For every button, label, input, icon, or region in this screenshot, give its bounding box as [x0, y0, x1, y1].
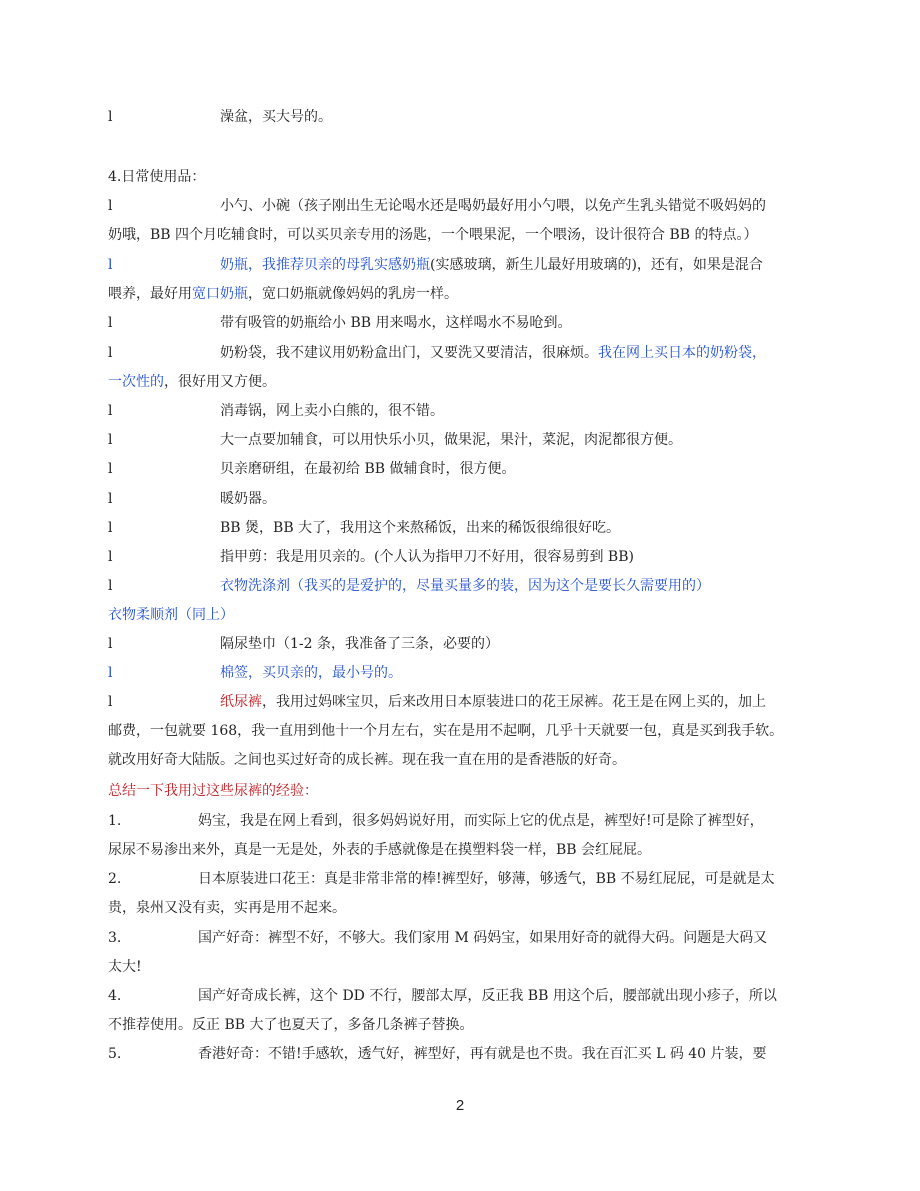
list-item: l 纸尿裤，我用过妈咪宝贝，后来改用日本原装进口的花王尿裤。花王是在网上买的，加上: [108, 694, 766, 710]
numbered-item-continuation: 太大!: [108, 959, 142, 975]
list-item: l 奶瓶，我推荐贝亲的母乳实感奶瓶(实感玻璃，新生儿最好用玻璃的)，还有，如果是混合: [108, 257, 763, 273]
list-item: l 指甲剪：我是用贝亲的。(个人认为指甲刀不好用，很容易剪到 BB): [108, 549, 634, 565]
list-item: l 暖奶器。: [108, 491, 276, 507]
list-item-continuation: 奶哦，BB 四个月吃辅食时，可以买贝亲专用的汤匙，一个喂果泥，一个喂汤，设计很符合 BB 的特点。）: [108, 227, 758, 243]
numbered-item-continuation: 贵，泉州又没有卖，实再是用不起来。: [108, 900, 346, 916]
numbered-item: 5. 香港好奇：不错!手感软，透气好，裤型好，再有就是也不贵。我在百汇买 L 码 40 片装，要: [108, 1046, 767, 1062]
section-heading: 4.日常使用品：: [108, 169, 206, 185]
page-number: 2: [455, 1097, 465, 1114]
list-item: l 隔尿垫巾（1-2 条，我准备了三条，必要的）: [108, 636, 499, 652]
numbered-item: 1. 妈宝，我是在网上看到，很多妈妈说好用，而实际上它的优点是，裤型好!可是除了裤型好，: [108, 813, 764, 829]
summary-heading: 总结一下我用过这些尿裤的经验：: [108, 783, 318, 799]
list-item: l 小勺、小碗（孩子刚出生无论喝水还是喝奶最好用小勺喂，以免产生乳头错觉不吸妈妈的: [108, 198, 766, 214]
list-item: l 棉签，买贝亲的，最小号的。: [108, 665, 402, 681]
list-item: l 大一点要加辅食，可以用快乐小贝，做果泥，果汁，菜泥，肉泥都很方便。: [108, 432, 682, 448]
numbered-item: 3. 国产好奇：裤型不好，不够大。我们家用 M 码妈宝，如果用好奇的就得大码。问题是大码又: [108, 930, 768, 946]
list-item: l 澡盆，买大号的。: [108, 109, 332, 125]
list-item-continuation: 喂养，最好用宽口奶瓶，宽口奶瓶就像妈妈的乳房一样。: [108, 286, 458, 302]
list-item-continuation: 就改用好奇大陆版。之间也买过好奇的成长裤。现在我一直在用的是香港版的好奇。: [108, 752, 626, 768]
list-item: l 贝亲磨研组，在最初给 BB 做辅食时，很方便。: [108, 461, 516, 477]
numbered-item: 2. 日本原装进口花王：真是非常非常的棒!裤型好，够薄，够透气，BB 不易红屁屁，可是就是太: [108, 871, 775, 887]
numbered-item-continuation: 尿尿不易渗出来外，真是一无是处，外表的手感就像是在摸塑料袋一样，BB 会红屁屁。: [108, 842, 652, 858]
list-item-continuation: 衣物柔顺剂（同上）: [108, 607, 234, 623]
numbered-item: 4. 国产好奇成长裤，这个 DD 不行，腰部太厚，反正我 BB 用这个后，腰部就出现小疹子，所以: [108, 988, 777, 1004]
list-item-continuation: 一次性的，很好用又方便。: [108, 374, 276, 390]
list-item-continuation: 邮费，一包就要 168，我一直用到他十一个月左右，实在是用不起啊，几乎十天就要一包，真是买到我手软。: [108, 723, 784, 739]
list-item: l 衣物洗涤剂（我买的是爱护的，尽量买量多的装，因为这个是要长久需要用的）: [108, 578, 710, 594]
list-item: l BB 煲，BB 大了，我用这个来熬稀饭，出来的稀饭很绵很好吃。: [108, 520, 621, 536]
list-item: l 消毒锅，网上卖小白熊的，很不错。: [108, 403, 444, 419]
list-item: l 奶粉袋，我不建议用奶粉盒出门，又要洗又要清洁，很麻烦。我在网上买日本的奶粉袋，: [108, 345, 766, 361]
list-item: l 带有吸管的奶瓶给小 BB 用来喝水，这样喝水不易呛到。: [108, 315, 572, 331]
numbered-item-continuation: 不推荐使用。反正 BB 大了也夏天了，多备几条裤子替换。: [108, 1017, 474, 1033]
